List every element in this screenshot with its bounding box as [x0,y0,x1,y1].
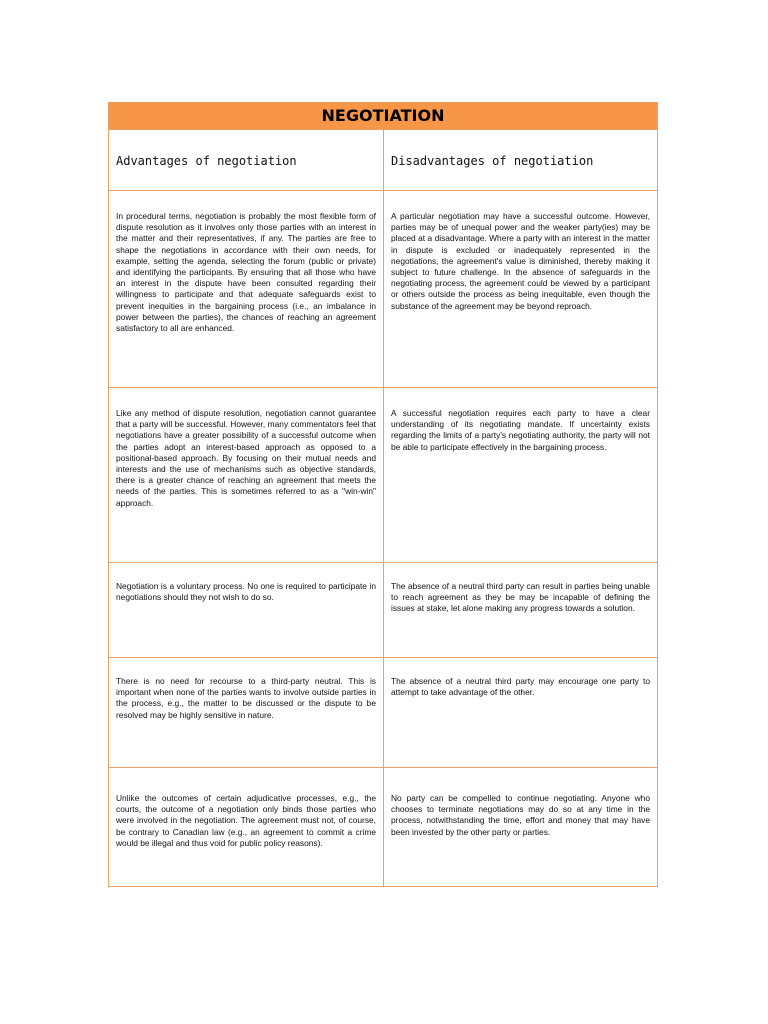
disadvantages-header: Disadvantages of negotiation [383,130,657,190]
disadvantage-text: No party can be compelled to continue negotiating. Anyone who chooses to terminate negotiations may do so at any time in the process, notwithstanding the time, effort and money that may have been invested by the other party or parties. [391,793,650,837]
table-title: NEGOTIATION [109,103,657,129]
advantage-text: Unlike the outcomes of certain adjudicative processes, e.g., the courts, the outcome of a negotiation only binds those parties who were involved in the negotiation. The agreement must not, of course, be contrary to Canadian law (e.g., an agreement to commit a crime would be illegal and thus void for public policy reasons). [116,793,376,848]
advantage-cell [109,658,383,767]
advantage-cell [109,388,383,562]
disadvantage-text: The absence of a neutral third party may encourage one party to attempt to take advantage of the other. [391,676,650,698]
disadvantage-cell [383,191,657,387]
advantages-header: Advantages of negotiation [116,154,297,168]
table-header-row [109,129,657,190]
negotiation-table [108,102,658,887]
disadvantage-text: A successful negotiation requires each party to have a clear understanding of its negotiating mandate. If uncertainty exists regarding the limits of a party's negotiating authority, the party will not be able to participate effectively in the bargaining process. [391,408,650,452]
advantage-cell [109,563,383,657]
table-row [109,387,657,562]
advantage-cell [109,768,383,886]
disadvantage-cell [383,563,657,657]
table-row [109,562,657,657]
table-row [109,190,657,387]
table-row [109,767,657,886]
disadvantage-cell [383,388,657,562]
disadvantage-cell [383,658,657,767]
advantage-text: There is no need for recourse to a third-party neutral. This is important when none of the parties wants to involve outside parties in the process, e.g., the matter to be discussed or the dispute to be resolved may be highly sensitive in nature. [116,676,376,720]
advantage-text: Like any method of dispute resolution, negotiation cannot guarantee that a party will be successful. However, many commentators feel that negotiations have a greater possibility of a successful outcome when the parties adopt an interest-based approach as opposed to a positional-based approach. By focusing on their mutual needs and interests and the use of mechanisms such as objective standards, there is a greater chance of reaching an agreement that meets the needs of the parties. This is sometimes referred to as a "win-win" approach. [116,408,376,508]
advantage-text: Negotiation is a voluntary process. No one is required to participate in negotiations should they not wish to do so. [116,581,376,603]
disadvantage-text: A particular negotiation may have a successful outcome. However, parties may be of unequal power and the weaker party(ies) may be placed at a disadvantage. Where a party with an interest in the matter in dispute is excluded or inadequately represented in the negotiations, the agreement's value is diminished, thereby making it subject to future challenge. In the absence of safeguards in the negotiating process, the agreement could be viewed by a participant or others outside the process as being inequitable, even though the substance of the agreement may be beyond reproach. [391,211,650,311]
table-row [109,657,657,767]
disadvantage-cell [383,768,657,886]
disadvantage-text: The absence of a neutral third party can result in parties being unable to reach agreement as they be may be incapable of defining the issues at stake, let alone making any progress towards a solution. [391,581,650,614]
advantage-text: In procedural terms, negotiation is probably the most flexible form of dispute resolution as it involves only those parties with an interest in the matter and their representatives, if any. The parties are free to shape the negotiations in accordance with their own needs, for example, setting the agenda, selecting the forum (public or private) and identifying the participants. By ensuring that all those who have an interest in the dispute have been consulted regarding their willingness to participate and that adequate safeguards exist to prevent inequities in the bargaining process (i.e., an imbalance in power between the parties), the chances of reaching an agreement satisfactory to all are enhanced. [116,211,376,334]
advantage-cell [109,191,383,387]
